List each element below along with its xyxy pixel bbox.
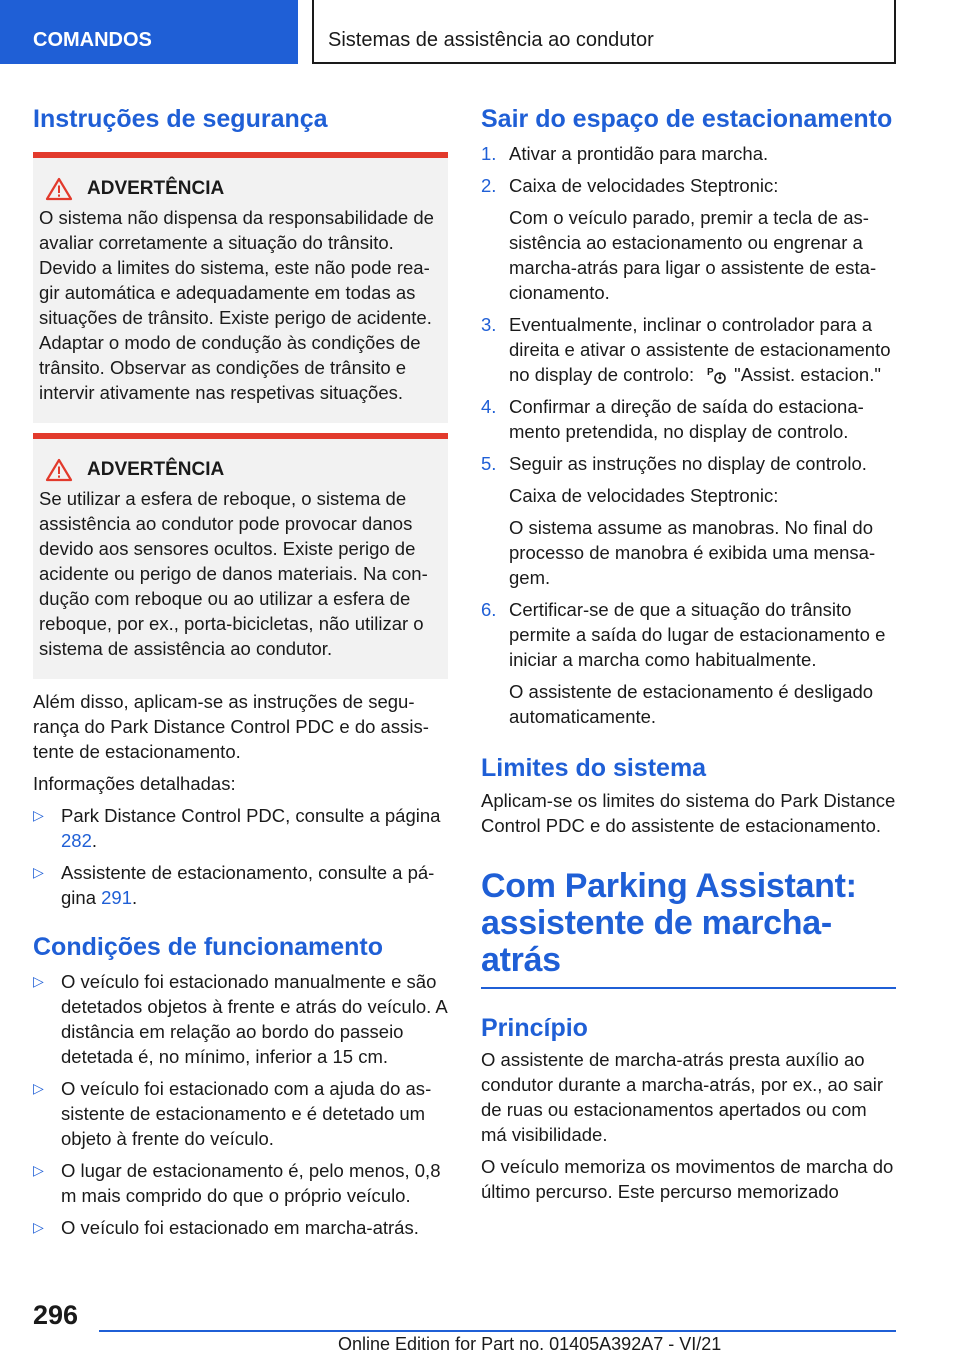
conditions-list [33,969,448,1240]
paragraph-info: Informações detalhadas: [33,773,236,794]
step-text: Caixa de velocidades Steptronic: [509,175,779,196]
paragraph-limits: Aplicam-se os limites do sistema do Park Distance Control PDC e do assistente de estacionamento. [481,790,896,836]
step-text: Confirmar a direção de saída do estacionamento pretendida, no display de controlo. [509,396,864,442]
triangle-bullet-icon: ▷ [33,807,44,823]
step-number: 6. [481,599,497,620]
footer-divider [99,1330,896,1332]
ref-tail: . [132,887,138,908]
step-text: Certificar-se de que a situação do trânsito permite a saída do lugar de estacionamento e iniciar a marcha como habitualmente. [509,599,886,670]
paragraph-principle-1: O assistente de marcha-atrás presta auxílio ao condutor durante a marcha-atrás, por ex., ao sair de ruas ou estacionamentos apertados ou com má visibilidade. [481,1049,884,1145]
step-number: 1. [481,143,497,164]
step-text: Eventualmente, inclinar o controlador para a direita e ativar o assistente de estacionamento no display de controlo: [509,314,891,385]
list-item [33,860,448,910]
warning-text: O sistema não dispensa da responsabilidade de avaliar corretamente a situação do trânsito. Devido a limites do sistema, este não pode reagir automática e adequadamente em todas as situações de trânsito. Existe perigo de acidente. Adaptar o modo de condução às condições de trânsito. Observar as condições de trânsito e intervir ativamente nas respetivas situações. [39,207,434,403]
step-item [481,394,896,444]
triangle-bullet-icon: ▷ [33,1080,44,1096]
list-item [33,969,448,1069]
heading-exit-parking: Sair do espaço de estacionamento [481,105,893,133]
warning-triangle-icon [45,458,73,482]
step-item [481,312,896,387]
heading-safety: Instruções de segurança [33,105,328,133]
step-text: Ativar a prontidão para marcha. [509,143,769,164]
step-number: 4. [481,396,497,417]
list-item [33,1215,448,1240]
warning-triangle-icon [45,177,73,201]
condition-text: O veículo foi estacionado manualmente e são detetados objetos à frente e atrás do veículo. A distância em relação ao bordo do passeio detetada é, no mínimo, inferior a 15 cm. [61,971,447,1067]
step-number: 2. [481,175,497,196]
parking-assistant-icon [706,365,728,385]
condition-text: O veículo foi estacionado com a ajuda do assistente de estacionamento e é detetado um objeto à frente do veículo. [61,1078,432,1149]
step-subtext: Caixa de velocidades Steptronic: [509,485,779,506]
ref-text: Assistente de estacionamento, consulte a página [61,862,435,908]
triangle-bullet-icon: ▷ [33,864,44,880]
page-number: 296 [33,1300,79,1330]
reference-list [33,803,448,910]
triangle-bullet-icon: ▷ [33,1162,44,1178]
chapter-title: Sistemas de assistência ao condutor [312,0,896,64]
condition-text: O veículo foi estacionado em marcha-atrás. [61,1217,419,1238]
step-text: Seguir as instruções no display de controlo. [509,453,867,474]
section-tab: COMANDOS [0,0,298,64]
ref-text: Park Distance Control PDC, consulte a página [61,805,441,826]
warning-label: ADVERTÊNCIA [87,459,225,480]
heading-conditions: Condições de funcionamento [33,933,384,961]
ref-tail: . [91,830,98,851]
paragraph-principle-2: O veículo memoriza os movimentos de marcha do último percurso. Este percurso memorizado [481,1156,894,1202]
heading-principle: Princípio [481,1014,588,1042]
triangle-bullet-icon: ▷ [33,1219,44,1235]
step-item [481,597,896,729]
step-tail: "Assist. estacion." [734,364,881,385]
step-number: 5. [481,453,497,474]
right-column [481,104,896,1204]
condition-text: O lugar de estacionamento é, pelo menos, 0,8 m mais comprido do que o próprio veículo. [61,1160,441,1206]
chapter-heading [481,868,896,989]
heading-reverse-assistant: Com Parking Assistant: assistente de marcha-atrás [481,867,857,979]
warning-box-2 [33,433,448,679]
list-item [33,803,448,853]
warning-label: ADVERTÊNCIA [87,178,225,199]
warning-text: Se utilizar a esfera de reboque, o sistema de assistência ao condutor pode provocar danos devido aos sensores ocultos. Existe perigo de acidente ou perigo de danos materiais. Na condução com reboque ou ao utilizar a esfera de reboque, por ex., porta-bicicletas, não utilizar o sistema de assistência ao condutor. [39,488,428,659]
left-column [33,104,448,1240]
svg-text:P: P [707,367,714,378]
list-item [33,1158,448,1208]
warning-head [39,457,440,482]
step-subtext: O assistente de estacionamento é desligado automaticamente. [509,681,874,727]
list-item [33,1076,448,1151]
steps-list [481,141,896,729]
step-item [481,451,896,590]
step-subtext: Com o veículo parado, premir a tecla de assistência ao estacionamento ou engrenar a marcha-atrás para ligar o assistente de estacionamento. [509,207,877,303]
step-subtext: O sistema assume as manobras. No final do processo de manobra é exibida uma mensagem. [509,517,876,588]
warning-box-1 [33,152,448,423]
warning-head [39,176,440,201]
triangle-bullet-icon: ▷ [33,973,44,989]
step-item [481,141,896,166]
paragraph-also: Além disso, aplicam-se as instruções de segurança do Park Distance Control PDC e do assistente de estacionamento. [33,691,429,762]
page-link-291[interactable]: 291 [101,887,132,908]
page-link-282[interactable]: 282 [61,830,92,851]
step-number: 3. [481,314,497,335]
footer-edition: Online Edition for Part no. 01405A392A7 - VI/21 [338,1334,722,1354]
step-item [481,173,896,305]
heading-limits: Limites do sistema [481,754,707,782]
